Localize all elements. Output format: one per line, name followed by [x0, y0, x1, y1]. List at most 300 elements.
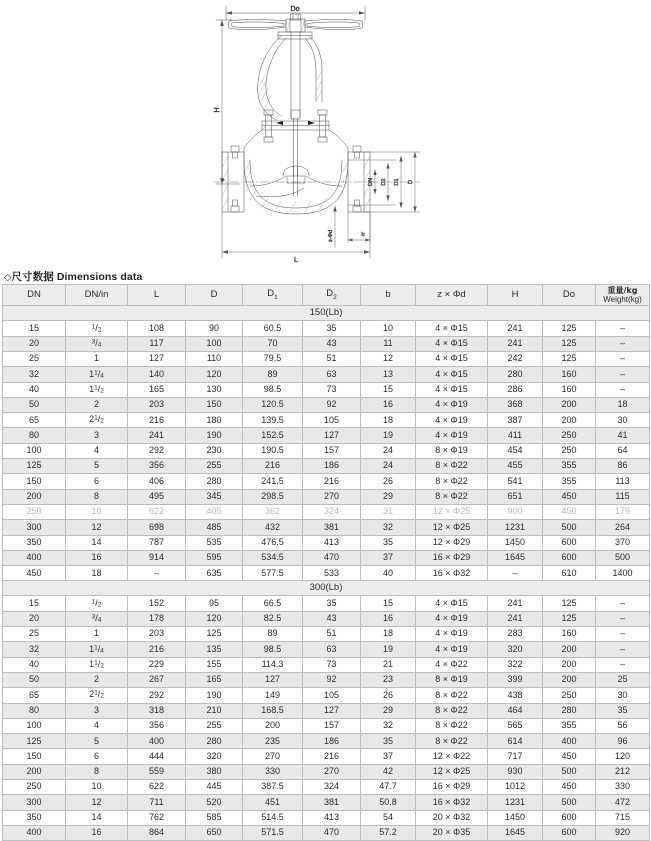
cell-d: 210 — [186, 703, 243, 718]
cell-dn-in: 10 — [66, 779, 128, 794]
cell-do: 600 — [543, 825, 596, 840]
cell-dn: 150 — [3, 474, 66, 489]
cell-b: 29 — [361, 703, 416, 718]
cell-d1: 168.5 — [243, 703, 303, 718]
cell-z-phi-d: 4 × Φ19 — [416, 413, 488, 428]
cell-d2: 470 — [303, 550, 361, 565]
cell-z-phi-d: 4 × Φ15 — [416, 351, 488, 366]
cell-d: 100 — [186, 336, 243, 351]
cell-h: 320 — [488, 642, 543, 657]
cell-dn: 350 — [3, 535, 66, 550]
cell-dn-in: $1^1/_4$ — [66, 642, 128, 657]
cell-do: 250 — [543, 428, 596, 443]
cell-z-phi-d: 8 × Φ19 — [416, 672, 488, 687]
cell-b: 29 — [361, 489, 416, 504]
table-row — [3, 520, 650, 535]
label-l: L — [294, 257, 298, 264]
cell-d1: 362 — [243, 504, 303, 519]
cell-d2: 381 — [303, 520, 361, 535]
cell-d: 405 — [186, 504, 243, 519]
cell-dn-in: $2^1/_2$ — [66, 413, 128, 428]
cell-dn-in: 10 — [66, 504, 128, 519]
cell-d1: 330 — [243, 764, 303, 779]
cell-dn: 300 — [3, 795, 66, 810]
cell-l: 444 — [128, 749, 186, 764]
cell-z-phi-d: 16 × Φ29 — [416, 550, 488, 565]
cell-h: 1450 — [488, 535, 543, 550]
cell-z-phi-d: 16 × Φ29 — [416, 779, 488, 794]
cell-weight: 30 — [596, 688, 650, 703]
cell-d: 320 — [186, 749, 243, 764]
dimensions-table-container — [2, 284, 649, 841]
cell-do: 600 — [543, 810, 596, 825]
cell-h: 1231 — [488, 795, 543, 810]
cell-dn-in: 5 — [66, 734, 128, 749]
cell-d: 280 — [186, 474, 243, 489]
cell-d: 280 — [186, 734, 243, 749]
cell-d: 650 — [186, 825, 243, 840]
cell-d2: 35 — [303, 321, 361, 336]
cell-z-phi-d: 4 × Φ19 — [416, 611, 488, 626]
cell-d: 120 — [186, 367, 243, 382]
cell-dn-in: 8 — [66, 764, 128, 779]
cell-weight: 179 — [596, 504, 650, 519]
cell-b: 21 — [361, 657, 416, 672]
cell-d1: 89 — [243, 367, 303, 382]
heading-english: Dimensions data — [56, 271, 143, 283]
cell-do: 400 — [543, 734, 596, 749]
cell-l: 292 — [128, 443, 186, 458]
cell-d2: 92 — [303, 397, 361, 412]
cell-dn-in: $1^1/_4$ — [66, 367, 128, 382]
cell-d: 95 — [186, 596, 243, 611]
cell-dn: 32 — [3, 642, 66, 657]
cell-d: 485 — [186, 520, 243, 535]
cell-dn-in: 14 — [66, 535, 128, 550]
cell-l: 622 — [128, 504, 186, 519]
table-row — [3, 672, 650, 687]
cell-do: 200 — [543, 672, 596, 687]
col-header-b: b — [361, 285, 416, 306]
cell-weight: 330 — [596, 779, 650, 794]
cell-h: 1450 — [488, 810, 543, 825]
table-row — [3, 428, 650, 443]
col-header-weight — [596, 285, 650, 306]
cell-h: 1231 — [488, 520, 543, 535]
cell-dn: 15 — [3, 321, 66, 336]
cell-b: 35 — [361, 734, 416, 749]
cell-l: 914 — [128, 550, 186, 565]
cell-d2: 157 — [303, 718, 361, 733]
cell-b: 19 — [361, 642, 416, 657]
cell-dn: 100 — [3, 718, 66, 733]
cell-weight: 113 — [596, 474, 650, 489]
cell-b: 23 — [361, 672, 416, 687]
cell-h: 454 — [488, 443, 543, 458]
cell-dn-in: 18 — [66, 566, 128, 581]
cell-d2: 413 — [303, 535, 361, 550]
table-row — [3, 397, 650, 412]
cell-dn: 40 — [3, 657, 66, 672]
cell-dn-in: $^1/_2$ — [66, 596, 128, 611]
cell-dn-in: $1^1/_2$ — [66, 657, 128, 672]
cell-do: 500 — [543, 520, 596, 535]
cell-b: 19 — [361, 428, 416, 443]
cell-weight: – — [596, 657, 650, 672]
cell-weight: 25 — [596, 672, 650, 687]
col-header-l: L — [128, 285, 186, 306]
cell-dn-in: 12 — [66, 795, 128, 810]
cell-l: 622 — [128, 779, 186, 794]
label-d: D — [408, 179, 414, 185]
cell-do: 125 — [543, 611, 596, 626]
cell-weight: – — [596, 382, 650, 397]
cell-dn-in: 3 — [66, 428, 128, 443]
cell-weight: 1400 — [596, 566, 650, 581]
cell-d: 135 — [186, 642, 243, 657]
cell-weight: 500 — [596, 550, 650, 565]
cell-d2: 35 — [303, 596, 361, 611]
table-row — [3, 734, 650, 749]
cell-dn: 125 — [3, 734, 66, 749]
end-flange-right — [348, 146, 370, 212]
cell-dn: 300 — [3, 520, 66, 535]
cell-l: 711 — [128, 795, 186, 810]
table-row — [3, 413, 650, 428]
cell-z-phi-d: 4 × Φ15 — [416, 596, 488, 611]
cell-d1: 152.5 — [243, 428, 303, 443]
yoke-bonnet — [258, 32, 322, 120]
table-row — [3, 504, 650, 519]
cell-h: 455 — [488, 459, 543, 474]
cell-z-phi-d: 8 × Φ22 — [416, 703, 488, 718]
cell-dn-in: 3 — [66, 703, 128, 718]
table-row — [3, 596, 650, 611]
pressure-class-label: 150(Lb) — [3, 306, 650, 321]
cell-h: 368 — [488, 397, 543, 412]
cell-dn: 200 — [3, 489, 66, 504]
cell-d1: 60.5 — [243, 321, 303, 336]
cell-h: 541 — [488, 474, 543, 489]
cell-b: 18 — [361, 627, 416, 642]
cell-d2: 270 — [303, 764, 361, 779]
cell-l: 356 — [128, 459, 186, 474]
cell-b: 54 — [361, 810, 416, 825]
cell-dn-in: $^3/_4$ — [66, 336, 128, 351]
cell-b: 32 — [361, 718, 416, 733]
cell-l: 127 — [128, 351, 186, 366]
cell-h: – — [488, 566, 543, 581]
cell-d: 255 — [186, 459, 243, 474]
cell-dn: 40 — [3, 382, 66, 397]
cell-d2: 43 — [303, 336, 361, 351]
cell-z-phi-d: 4 × Φ19 — [416, 428, 488, 443]
cell-weight: – — [596, 596, 650, 611]
heading-chinese: 尺寸数据 — [11, 271, 54, 283]
dimensions-table — [2, 284, 650, 841]
cell-l: 559 — [128, 764, 186, 779]
end-flange-left — [222, 146, 244, 212]
table-row — [3, 489, 650, 504]
cell-l: 864 — [128, 825, 186, 840]
cell-b: 47.7 — [361, 779, 416, 794]
cell-do: 355 — [543, 718, 596, 733]
cell-dn-in: 14 — [66, 810, 128, 825]
label-h: H — [214, 107, 221, 113]
col-header-dn-in: DN/in — [66, 285, 128, 306]
cell-d1: 476.5 — [243, 535, 303, 550]
table-row — [3, 321, 650, 336]
label-dn: DN — [368, 177, 374, 187]
cell-dn: 250 — [3, 504, 66, 519]
cell-h: 241 — [488, 596, 543, 611]
cell-do: 355 — [543, 474, 596, 489]
cell-b: 26 — [361, 688, 416, 703]
cell-do: 450 — [543, 749, 596, 764]
dimensions-data-heading — [4, 269, 142, 284]
cell-h: 565 — [488, 718, 543, 733]
cell-d1: 149 — [243, 688, 303, 703]
cell-dn-in: 2 — [66, 672, 128, 687]
cell-d1: 70 — [243, 336, 303, 351]
cell-weight: – — [596, 627, 650, 642]
cell-do: 125 — [543, 596, 596, 611]
cell-do: 450 — [543, 504, 596, 519]
cell-d: 165 — [186, 672, 243, 687]
table-row — [3, 459, 650, 474]
cell-d1: 534.5 — [243, 550, 303, 565]
cell-weight: 86 — [596, 459, 650, 474]
cell-d1: 432 — [243, 520, 303, 535]
cell-l: 267 — [128, 672, 186, 687]
cell-d2: 43 — [303, 611, 361, 626]
cell-do: 500 — [543, 764, 596, 779]
cell-weight: 920 — [596, 825, 650, 840]
cell-dn: 20 — [3, 611, 66, 626]
col-header-z-phi-d: z × Φd — [416, 285, 488, 306]
cell-weight: – — [596, 351, 650, 366]
table-row — [3, 749, 650, 764]
cell-z-phi-d: 4 × Φ15 — [416, 382, 488, 397]
cell-l: – — [128, 566, 186, 581]
cell-d1: 270 — [243, 749, 303, 764]
cell-weight: 120 — [596, 749, 650, 764]
cell-b: 31 — [361, 504, 416, 519]
col-header-d2: $D_2$ — [303, 285, 361, 306]
cell-do: 450 — [543, 779, 596, 794]
cell-do: 200 — [543, 413, 596, 428]
cell-d: 130 — [186, 382, 243, 397]
cell-d2: 381 — [303, 795, 361, 810]
cell-l: 400 — [128, 734, 186, 749]
cell-h: 241 — [488, 336, 543, 351]
col-header-d: D — [186, 285, 243, 306]
table-row — [3, 810, 650, 825]
cell-d: 125 — [186, 627, 243, 642]
cell-dn-in: $^3/_4$ — [66, 611, 128, 626]
cell-b: 16 — [361, 397, 416, 412]
cell-do: 160 — [543, 382, 596, 397]
cell-do: 250 — [543, 443, 596, 458]
handwheel — [229, 14, 362, 32]
cell-l: 229 — [128, 657, 186, 672]
cell-h: 717 — [488, 749, 543, 764]
cell-d1: 114.3 — [243, 657, 303, 672]
cell-weight: 264 — [596, 520, 650, 535]
weight-header-en: Weight(kg) — [603, 295, 642, 305]
cell-d2: 127 — [303, 703, 361, 718]
cell-b: 15 — [361, 382, 416, 397]
cell-b: 13 — [361, 367, 416, 382]
cell-dn: 25 — [3, 351, 66, 366]
cell-l: 406 — [128, 474, 186, 489]
cell-d2: 51 — [303, 351, 361, 366]
cell-z-phi-d: 4 × Φ22 — [416, 657, 488, 672]
cell-z-phi-d: 12 × Φ22 — [416, 749, 488, 764]
label-d2: D2 — [381, 178, 387, 186]
cell-d1: 235 — [243, 734, 303, 749]
cell-dn-in: 1 — [66, 627, 128, 642]
cell-d2: 127 — [303, 428, 361, 443]
cell-d2: 157 — [303, 443, 361, 458]
table-row — [3, 351, 650, 366]
table-row — [3, 443, 650, 458]
cell-do: 125 — [543, 321, 596, 336]
cell-z-phi-d: 4 × Φ19 — [416, 642, 488, 657]
table-row — [3, 642, 650, 657]
cell-b: 15 — [361, 596, 416, 611]
cell-dn-in: 2 — [66, 397, 128, 412]
cell-d2: 270 — [303, 489, 361, 504]
cell-z-phi-d: 4 × Φ19 — [416, 627, 488, 642]
cell-l: 203 — [128, 627, 186, 642]
cell-dn: 65 — [3, 413, 66, 428]
cell-z-phi-d: 8 × Φ22 — [416, 734, 488, 749]
cell-l: 356 — [128, 718, 186, 733]
col-header-d1: $D_1$ — [243, 285, 303, 306]
cell-d: 190 — [186, 688, 243, 703]
cell-d1: 298.5 — [243, 489, 303, 504]
cell-d2: 186 — [303, 459, 361, 474]
valve-body — [244, 130, 348, 214]
table-row — [3, 474, 650, 489]
cell-weight: – — [596, 336, 650, 351]
cell-d1: 98.5 — [243, 642, 303, 657]
cell-dn: 125 — [3, 459, 66, 474]
cell-dn: 350 — [3, 810, 66, 825]
cell-d1: 120.5 — [243, 397, 303, 412]
cell-b: 24 — [361, 459, 416, 474]
cell-h: 387 — [488, 413, 543, 428]
pressure-class-row — [3, 581, 650, 596]
cell-z-phi-d: 4 × Φ15 — [416, 367, 488, 382]
cell-weight: – — [596, 642, 650, 657]
cell-z-phi-d: 4 × Φ15 — [416, 321, 488, 336]
cell-weight: 64 — [596, 443, 650, 458]
cell-dn: 250 — [3, 779, 66, 794]
cell-z-phi-d: 8 × Φ22 — [416, 688, 488, 703]
cell-dn-in: $^1/_2$ — [66, 321, 128, 336]
cell-dn-in: 16 — [66, 825, 128, 840]
cell-h: 438 — [488, 688, 543, 703]
cell-l: 216 — [128, 413, 186, 428]
cell-weight: 18 — [596, 397, 650, 412]
cell-dn: 400 — [3, 550, 66, 565]
cell-d1: 200 — [243, 718, 303, 733]
cell-d2: 324 — [303, 779, 361, 794]
cell-z-phi-d: 12 × Φ25 — [416, 520, 488, 535]
cell-do: 250 — [543, 688, 596, 703]
pressure-class-row — [3, 306, 650, 321]
cell-l: 203 — [128, 397, 186, 412]
table-row — [3, 535, 650, 550]
cell-z-phi-d: 8 × Φ22 — [416, 718, 488, 733]
label-d1: D1 — [394, 178, 400, 186]
cell-dn-in: 6 — [66, 749, 128, 764]
cell-d: 150 — [186, 397, 243, 412]
cell-do: 125 — [543, 336, 596, 351]
label-do: Do — [290, 6, 300, 13]
cell-z-phi-d: 4 × Φ15 — [416, 336, 488, 351]
cell-z-phi-d: 16 × Φ32 — [416, 795, 488, 810]
cell-b: 40 — [361, 566, 416, 581]
pressure-class-label: 300(Lb) — [3, 581, 650, 596]
cell-d1: 241.5 — [243, 474, 303, 489]
cell-d: 180 — [186, 413, 243, 428]
cell-z-phi-d: 8 × Φ19 — [416, 443, 488, 458]
table-body — [3, 306, 650, 841]
cell-d1: 451 — [243, 795, 303, 810]
cell-do: 600 — [543, 550, 596, 565]
cell-dn: 400 — [3, 825, 66, 840]
cell-h: 286 — [488, 382, 543, 397]
table-row — [3, 764, 650, 779]
cell-d: 520 — [186, 795, 243, 810]
label-z-phi-d: z-Φd — [328, 229, 334, 243]
cell-b: 16 — [361, 611, 416, 626]
cell-z-phi-d: 12 × Φ25 — [416, 764, 488, 779]
cell-z-phi-d: 20 × Φ35 — [416, 825, 488, 840]
cell-l: 152 — [128, 596, 186, 611]
valve-technical-drawing — [0, 0, 651, 268]
col-header-do: Do — [543, 285, 596, 306]
cell-do: 200 — [543, 397, 596, 412]
cell-h: 1645 — [488, 825, 543, 840]
table-row — [3, 566, 650, 581]
cell-b: 11 — [361, 336, 416, 351]
table-row — [3, 703, 650, 718]
table-row — [3, 657, 650, 672]
cell-d: 635 — [186, 566, 243, 581]
cell-b: 35 — [361, 535, 416, 550]
cell-weight: 96 — [596, 734, 650, 749]
cell-l: 495 — [128, 489, 186, 504]
cell-d1: 127 — [243, 672, 303, 687]
cell-l: 216 — [128, 642, 186, 657]
label-b: b — [361, 232, 365, 238]
valve-stem — [291, 32, 300, 196]
cell-l: 108 — [128, 321, 186, 336]
cell-d: 255 — [186, 718, 243, 733]
cell-weight: – — [596, 321, 650, 336]
cell-d: 345 — [186, 489, 243, 504]
cell-l: 165 — [128, 382, 186, 397]
cell-weight: 56 — [596, 718, 650, 733]
cell-do: 500 — [543, 795, 596, 810]
cell-d: 190 — [186, 428, 243, 443]
weight-header-cn: 重量/kg — [607, 286, 638, 295]
cell-z-phi-d: 20 × Φ32 — [416, 810, 488, 825]
